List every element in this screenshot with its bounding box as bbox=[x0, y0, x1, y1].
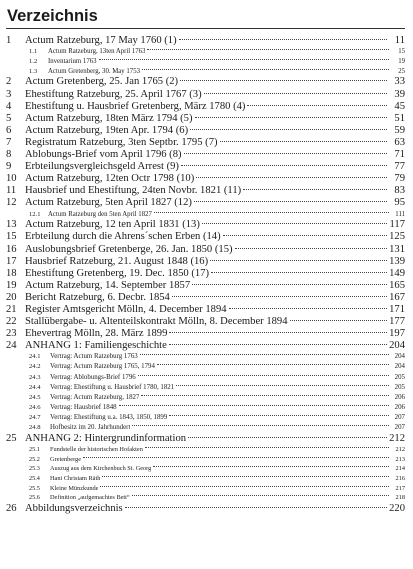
toc-page-number: 213 bbox=[395, 455, 405, 463]
toc-entry-number: 23 bbox=[6, 328, 17, 340]
toc-entry-title: Vertrag: Actum Ratzeburg 1765, 1794 bbox=[50, 363, 155, 371]
toc-entry-number: 1.1 bbox=[29, 48, 38, 56]
toc-subentry[interactable] bbox=[6, 57, 405, 67]
toc-subentry[interactable] bbox=[6, 47, 405, 57]
toc-entry-number: 6 bbox=[6, 124, 12, 136]
dot-leader bbox=[180, 80, 387, 81]
toc-entry[interactable] bbox=[6, 89, 405, 101]
toc-subentry[interactable] bbox=[6, 210, 405, 220]
toc-entry-title: Ehestiftung u. Hausbrief Gretenberg, März 1780 (4) bbox=[25, 100, 246, 112]
dot-leader bbox=[235, 248, 387, 249]
toc-page-number: 33 bbox=[394, 76, 405, 88]
dot-leader bbox=[190, 129, 387, 130]
dot-leader bbox=[153, 466, 389, 467]
toc-entry[interactable] bbox=[6, 231, 405, 243]
toc-entry[interactable] bbox=[6, 185, 405, 197]
toc-entry-title: Vertrag: Ehestiftung u. Hausbrief 1780, 1821 bbox=[50, 383, 175, 391]
toc-entry[interactable] bbox=[6, 244, 405, 256]
toc-page-number: 171 bbox=[389, 303, 405, 315]
toc-entry-title: Actum Ratzeburg, 18ten März 1794 (5) bbox=[25, 112, 193, 124]
toc-entry-title: Actum Gretenberg, 30. May 1753 bbox=[48, 67, 140, 75]
dot-leader bbox=[142, 69, 389, 70]
dot-leader bbox=[157, 364, 389, 365]
dot-leader bbox=[100, 486, 389, 487]
toc-entry-number: 26 bbox=[6, 502, 17, 514]
toc-page-number: 204 bbox=[389, 340, 405, 352]
dot-leader bbox=[125, 507, 387, 508]
toc-page-number: 71 bbox=[394, 149, 405, 161]
toc-entry-number: 21 bbox=[6, 303, 17, 315]
dot-leader bbox=[195, 117, 388, 118]
toc-page-number: 15 bbox=[398, 48, 405, 56]
toc-entry-number: 25.4 bbox=[29, 474, 40, 482]
dot-leader bbox=[223, 235, 387, 236]
toc-entry-title: Actum Ratzeburg, 13ten April 1763 bbox=[48, 48, 146, 56]
toc-entry-number: 11 bbox=[6, 185, 17, 197]
toc-subentry[interactable] bbox=[6, 403, 405, 413]
dot-leader bbox=[99, 59, 389, 60]
toc-page-number: 207 bbox=[394, 413, 405, 421]
toc-entry-title: Erbteilung durch die Ahrens´schen Erben (14) bbox=[25, 231, 221, 243]
dot-leader bbox=[220, 141, 387, 142]
toc-entry-number: 12.1 bbox=[29, 210, 41, 218]
toc-entry-number: 2 bbox=[6, 76, 12, 88]
toc-entry[interactable] bbox=[6, 149, 405, 161]
toc-entry-number: 1.3 bbox=[29, 67, 38, 75]
toc-entry-number: 25.2 bbox=[29, 455, 40, 463]
toc-entry-title: Inventarium 1763 bbox=[48, 57, 97, 65]
dot-leader bbox=[145, 447, 389, 448]
toc-entry-number: 19 bbox=[6, 279, 17, 291]
toc-page-number: 167 bbox=[389, 291, 405, 303]
toc-page-number: 139 bbox=[389, 255, 405, 267]
dot-leader bbox=[184, 153, 387, 154]
toc-entry-title: Vertrag: Hausbrief 1848 bbox=[50, 403, 117, 411]
toc-entry[interactable] bbox=[6, 268, 405, 280]
dot-leader bbox=[243, 189, 387, 190]
dot-leader bbox=[202, 223, 387, 224]
toc-entry-number: 24.6 bbox=[29, 403, 41, 411]
toc-entry-number: 25.1 bbox=[29, 446, 40, 454]
dot-leader bbox=[179, 39, 387, 40]
toc-entry[interactable] bbox=[6, 197, 405, 209]
toc-entry-title: Ehestiftung Gretenberg, 19. Dec. 1850 (17) bbox=[25, 267, 209, 279]
toc-page-number: 204 bbox=[394, 353, 405, 361]
toc-page-number: 204 bbox=[394, 363, 405, 371]
toc-subentry[interactable] bbox=[6, 464, 405, 474]
toc-subentry[interactable] bbox=[6, 445, 405, 455]
toc-entry-title: Gretenberge bbox=[50, 455, 82, 463]
toc-entry[interactable] bbox=[6, 113, 405, 125]
toc-entry[interactable] bbox=[6, 304, 405, 316]
toc-page-number: 111 bbox=[395, 210, 405, 218]
toc-page-number: 207 bbox=[394, 424, 405, 431]
toc-subentry[interactable] bbox=[6, 373, 405, 383]
toc-entry-number: 18 bbox=[6, 267, 17, 279]
toc-page-number: 214 bbox=[395, 465, 405, 473]
toc-entry-number: 22 bbox=[6, 316, 17, 328]
toc-entry-number: 25.5 bbox=[29, 484, 40, 492]
toc-entry-title: Registratum Ratzeburg, 3ten Septbr. 1795 (7) bbox=[25, 136, 218, 148]
dot-leader bbox=[229, 308, 387, 309]
toc-entry[interactable] bbox=[6, 316, 405, 328]
toc-entry-number: 3 bbox=[6, 88, 12, 100]
toc-entry-title: Erbteilungsvergleichsgeld Arrest (9) bbox=[25, 161, 179, 173]
toc-page-number: 131 bbox=[389, 243, 405, 255]
toc-entry-number: 24.8 bbox=[29, 424, 41, 431]
toc-entry-title: Hausbrief und Ehestiftung, 24ten Novbr. 1821 (11) bbox=[25, 185, 242, 197]
toc-entry-number: 8 bbox=[6, 149, 12, 161]
toc-entry-number: 12 bbox=[6, 197, 17, 209]
toc-entry-title: Definition „aufgemachtes Bett“ bbox=[50, 494, 130, 502]
toc-entry-number: 20 bbox=[6, 291, 17, 303]
toc-entry-number: 25 bbox=[6, 433, 17, 445]
toc-page-number: 25 bbox=[398, 67, 405, 75]
toc-entry-title: Vertrag: Ablobungs-Brief 1796 bbox=[50, 373, 136, 381]
toc-page-number: 212 bbox=[395, 446, 405, 454]
toc-entry-title: ANHANG 1: Familiengeschichte bbox=[25, 340, 167, 352]
dot-leader bbox=[119, 405, 389, 406]
toc-page-number: 59 bbox=[394, 124, 405, 136]
toc-entry-title: Register Amtsgericht Mölln, 4. December 1894 bbox=[25, 303, 227, 315]
page-title: Verzeichnis bbox=[7, 7, 98, 25]
toc-entry-title: Kleine Münzkunde bbox=[50, 484, 99, 492]
toc-subentry[interactable] bbox=[6, 455, 405, 465]
dot-leader bbox=[102, 476, 389, 477]
toc-entry[interactable] bbox=[6, 280, 405, 292]
dot-leader bbox=[138, 375, 389, 376]
toc-entry-title: Hani Christam Räth bbox=[50, 474, 101, 482]
toc-entry-number: 25.3 bbox=[29, 465, 40, 473]
toc-entry[interactable] bbox=[6, 173, 405, 185]
title-divider bbox=[6, 28, 405, 29]
dot-leader bbox=[147, 49, 389, 50]
toc-page-number: 117 bbox=[389, 219, 405, 231]
dot-leader bbox=[181, 165, 387, 166]
toc-entry-title: Actum Ratzeburg den 5ten April 1827 bbox=[48, 210, 152, 218]
dot-leader bbox=[204, 93, 387, 94]
toc-entry-title: Actum Ratzeburg, 14. September 1857 bbox=[25, 279, 191, 291]
toc-entry-number: 13 bbox=[6, 219, 17, 231]
toc-entry-number: 24.7 bbox=[29, 413, 41, 421]
toc-entry-number: 24 bbox=[6, 340, 17, 352]
dot-leader bbox=[247, 105, 387, 106]
toc-entry-title: ANHANG 2: Hintergrundinformation bbox=[25, 433, 187, 445]
toc-subentry[interactable] bbox=[6, 67, 405, 77]
toc-entry-title: Actum Ratzeburg, 17 May 1760 (1) bbox=[25, 35, 177, 46]
toc-entry-title: Vertrag: Actum Ratzeburg, 1827 bbox=[50, 393, 140, 401]
toc-subentry[interactable] bbox=[6, 393, 405, 403]
toc-entry[interactable] bbox=[6, 161, 405, 173]
dot-leader bbox=[140, 354, 389, 355]
dot-leader bbox=[132, 495, 389, 496]
toc-entry[interactable] bbox=[6, 137, 405, 149]
table-of-contents bbox=[6, 35, 405, 515]
toc-entry-number: 4 bbox=[6, 100, 12, 112]
toc-entry-title: Hofbesitz im 20. Jahrhundert bbox=[50, 424, 131, 431]
toc-entry-title: Vertrag: Ehestiftung u.a. 1843, 1850, 1899 bbox=[50, 413, 168, 421]
toc-entry[interactable] bbox=[6, 340, 405, 352]
toc-entry-number: 1 bbox=[6, 35, 12, 46]
toc-entry-number: 17 bbox=[6, 255, 17, 267]
toc-page-number: 19 bbox=[398, 57, 405, 65]
toc-page-number: 218 bbox=[395, 494, 405, 502]
toc-entry[interactable] bbox=[6, 503, 405, 515]
toc-entry-number: 24.2 bbox=[29, 363, 41, 371]
toc-entry-title: Fundstelle der historischen Hofakten bbox=[50, 446, 143, 454]
dot-leader bbox=[211, 272, 387, 273]
toc-entry[interactable] bbox=[6, 101, 405, 113]
toc-entry-title: Vertrag: Actum Ratzeburg 1763 bbox=[50, 353, 138, 361]
toc-page-number: 165 bbox=[389, 279, 405, 291]
toc-page-number: 220 bbox=[389, 502, 405, 514]
toc-entry-number: 24.3 bbox=[29, 373, 41, 381]
toc-entry[interactable] bbox=[6, 76, 405, 88]
dot-leader bbox=[188, 437, 387, 438]
toc-entry-number: 24.1 bbox=[29, 353, 41, 361]
toc-entry-title: Hausbrief Ratzeburg, 21. August 1848 (16) bbox=[25, 255, 209, 267]
toc-entry-number: 15 bbox=[6, 231, 17, 243]
toc-entry-title: Bericht Ratzeburg, 6. Decbr. 1854 bbox=[25, 291, 170, 303]
toc-page-number: 205 bbox=[394, 373, 405, 381]
toc-subentry[interactable] bbox=[6, 352, 405, 362]
toc-entry-title: Actum Gretenberg, 25. Jan 1765 (2) bbox=[25, 76, 179, 88]
toc-entry-number: 7 bbox=[6, 136, 12, 148]
toc-entry[interactable] bbox=[6, 292, 405, 304]
toc-page-number: 95 bbox=[394, 197, 405, 209]
toc-entry-title: Auszug aus dem Kirchenbuch St. Georg bbox=[50, 465, 152, 473]
toc-entry-title: Ehevertrag Mölln, 28. März 1899 bbox=[25, 328, 168, 340]
toc-page-number: 45 bbox=[394, 100, 405, 112]
toc-entry[interactable] bbox=[6, 219, 405, 231]
dot-leader bbox=[176, 385, 389, 386]
toc-page-number: 216 bbox=[395, 474, 405, 482]
toc-entry-number: 9 bbox=[6, 161, 12, 173]
toc-subentry[interactable] bbox=[6, 383, 405, 393]
toc-page-number: 206 bbox=[394, 403, 405, 411]
dot-leader bbox=[192, 284, 387, 285]
toc-subentry[interactable] bbox=[6, 362, 405, 372]
dot-leader bbox=[210, 260, 387, 261]
toc-page-number: 77 bbox=[394, 161, 405, 173]
dot-leader bbox=[169, 415, 389, 416]
toc-subentry[interactable] bbox=[6, 484, 405, 494]
dot-leader bbox=[169, 332, 387, 333]
toc-entry-title: Actum Ratzeburg, 5ten April 1827 (12) bbox=[25, 197, 192, 209]
toc-entry-title: Actum Ratzeburg, 12ten Octr 1798 (10) bbox=[25, 173, 195, 185]
toc-entry-number: 24.5 bbox=[29, 393, 41, 401]
toc-entry[interactable] bbox=[6, 125, 405, 137]
toc-subentry[interactable] bbox=[6, 493, 405, 503]
dot-leader bbox=[141, 395, 389, 396]
dot-leader bbox=[172, 296, 387, 297]
toc-entry-title: Abbildungsverzeichnis bbox=[25, 502, 123, 514]
toc-page-number: 197 bbox=[389, 328, 405, 340]
toc-page-number: 206 bbox=[394, 393, 405, 401]
toc-entry-number: 16 bbox=[6, 243, 17, 255]
toc-page-number: 177 bbox=[389, 316, 405, 328]
toc-page-number: 79 bbox=[394, 173, 405, 185]
toc-subentry[interactable] bbox=[6, 423, 405, 433]
toc-entry[interactable] bbox=[6, 433, 405, 445]
toc-page-number: 51 bbox=[394, 112, 405, 124]
toc-subentry[interactable] bbox=[6, 413, 405, 423]
toc-page-number: 63 bbox=[394, 136, 405, 148]
toc-entry-title: Actum Ratzeburg, 19ten Apr. 1794 (6) bbox=[25, 124, 189, 136]
toc-entry-number: 10 bbox=[6, 173, 17, 185]
toc-page-number: 205 bbox=[394, 383, 405, 391]
toc-entry-number: 1.2 bbox=[29, 57, 38, 65]
toc-page-number: 11 bbox=[394, 35, 405, 46]
toc-entry-title: Ablobungs-Brief vom April 1796 (8) bbox=[25, 149, 182, 161]
toc-page-number: 83 bbox=[394, 185, 405, 197]
dot-leader bbox=[154, 212, 389, 213]
dot-leader bbox=[194, 201, 387, 202]
toc-page-number: 149 bbox=[389, 267, 405, 279]
dot-leader bbox=[196, 177, 387, 178]
toc-entry-title: Stallübergabe- u. Altenteilskontrakt Mölln, 8. December 1894 bbox=[25, 316, 288, 328]
toc-page-number: 125 bbox=[389, 231, 405, 243]
toc-entry-title: Actum Ratzeburg, 12 ten April 1831 (13) bbox=[25, 219, 200, 231]
toc-subentry[interactable] bbox=[6, 474, 405, 484]
toc-page-number: 212 bbox=[389, 433, 405, 445]
toc-entry-title: Ehestiftung Ratzeburg, 25. April 1767 (3) bbox=[25, 88, 202, 100]
toc-entry-number: 5 bbox=[6, 112, 12, 124]
dot-leader bbox=[83, 457, 389, 458]
toc-entry[interactable] bbox=[6, 256, 405, 268]
toc-page-number: 217 bbox=[395, 484, 405, 492]
dot-leader bbox=[290, 320, 387, 321]
dot-leader bbox=[169, 344, 387, 345]
dot-leader bbox=[132, 425, 389, 426]
toc-entry-title: Auslobungsbrief Gretenberge, 26. Jan. 1850 (15) bbox=[25, 243, 233, 255]
toc-entry-number: 25.6 bbox=[29, 494, 40, 502]
toc-entry[interactable] bbox=[6, 328, 405, 340]
toc-entry-number: 24.4 bbox=[29, 383, 41, 391]
toc-entry[interactable] bbox=[6, 35, 405, 47]
toc-page-number: 39 bbox=[394, 88, 405, 100]
